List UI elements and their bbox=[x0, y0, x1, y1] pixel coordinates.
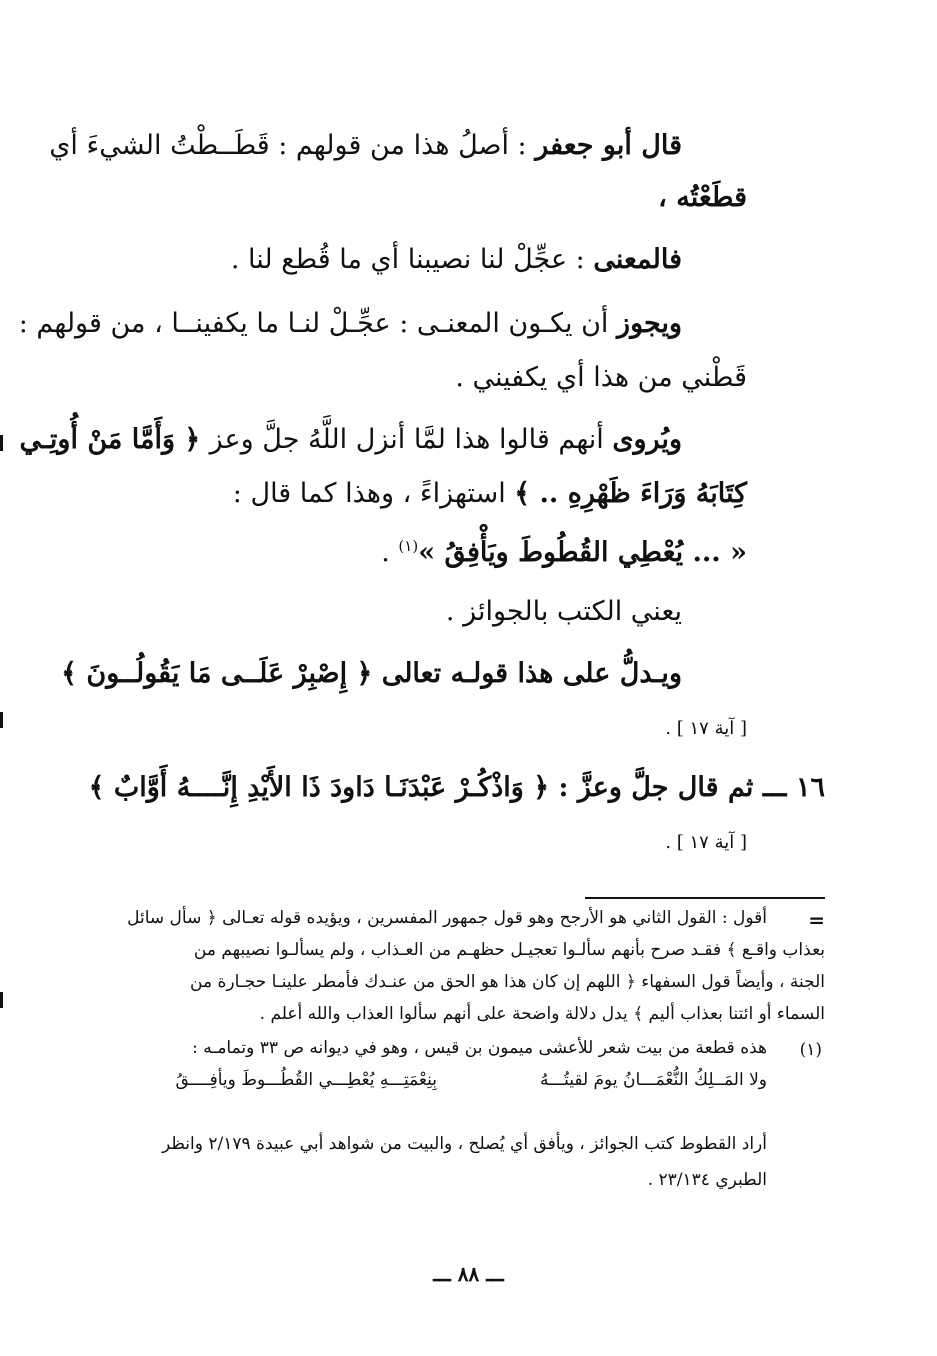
quran-quote: ﴿ وَاذْكُـرْ عَبْدَنَـا دَاودَ ذَا الأَيْدِ إِنَّــــهُ أَوَّابٌ ﴾ bbox=[88, 772, 550, 803]
scan-edge-mark bbox=[0, 992, 3, 1008]
scan-edge-mark bbox=[0, 435, 3, 451]
term-label: فالمعنى bbox=[593, 244, 682, 275]
verse-hemistich-2: بِنِعْمَتِـــهِ يُعْطِـــي القُطُـــوطَ ويأفِــــقُ bbox=[175, 1070, 437, 1090]
footnote-line: أقول : القول الثاني هو الأرجح وهو قول جمهور المفسرين ، ويؤيده قوله تعـالى ﴿ سأل سائل bbox=[127, 908, 767, 928]
body-text: : عجِّلْ لنا نصيبنا أي ما قُطع لنا . bbox=[230, 244, 594, 275]
section-number: ١٦ ـــ bbox=[762, 772, 825, 803]
footnote-ref: (١) bbox=[398, 537, 419, 555]
body-text: ويـدلُّ على هذا قولـه تعالى bbox=[381, 658, 682, 689]
quran-quote: ﴿ إِصْبِرْ عَلَــى مَا يَقُولُــونَ ﴾ bbox=[61, 658, 382, 689]
body-line-3 bbox=[80, 240, 682, 280]
body-line-10 bbox=[61, 654, 682, 694]
footnote-number: (١) bbox=[799, 1040, 822, 1060]
body-line-6 bbox=[19, 420, 682, 460]
body-line-8 bbox=[80, 526, 747, 573]
footnote-divider bbox=[585, 897, 825, 899]
verse-reference: [ آية ١٧ ] . bbox=[665, 832, 747, 853]
body-line-2: قطَعْتُه ، bbox=[658, 182, 747, 213]
body-text: أنهم قالوا هذا لمَّا أنزل اللَّهُ جلَّ وعز bbox=[209, 424, 613, 455]
footnote-line: أراد القطوط كتب الجوائز ، ويأفق أي يُصلح ، والبيت من شواهد أبي عبيدة ٢/١٧٩ وانظر bbox=[161, 1134, 767, 1154]
body-text: استهزاءً ، وهذا كما قال : bbox=[232, 478, 515, 509]
footnote-line: السماء أو ائتنا بعذاب أليم ﴾ يدل دلالة واضحة على أنهم سألوا العذاب والله أعلم . bbox=[259, 1004, 825, 1024]
speaker-name: قال أبو جعفر bbox=[535, 130, 682, 161]
term-label: ويجوز bbox=[617, 308, 682, 339]
continuation-mark: = bbox=[808, 908, 825, 932]
footnote-line: الجنة ، وأيضاً قول السفهاء ﴿ اللهم إن كان هذا هو الحق من عنـدك فأمطر علينـا حجـارة من bbox=[190, 972, 825, 992]
body-line-7 bbox=[80, 474, 747, 514]
quran-quote: ﴿ وَأَمَّا مَنْ أُوتِـي bbox=[19, 424, 210, 455]
footnote-line: بعذاب واقـع ﴾ فقـد صرح بأنهم سألـوا تعجيـل حظهـم من العـذاب ، ولم يسألـوا نصيبهم من bbox=[193, 940, 825, 960]
quran-quote: كِتَابَهُ وَرَاءَ ظَهْرِهِ .. ﴾ bbox=[514, 478, 747, 509]
footnote-line: الطبري ٢٣/١٣٤ . bbox=[647, 1170, 767, 1190]
body-line-5: قَطْني من هذا أي يكفيني . bbox=[455, 362, 747, 393]
body-line-4 bbox=[18, 304, 682, 344]
page-number: ـــ ٨٨ ـــ bbox=[433, 1262, 504, 1286]
body-text: ثم قال جلَّ وعزَّ : bbox=[549, 772, 763, 803]
footnote-line: هذه قطعة من بيت شعر للأعشى ميمون بن قيس ، وهو في ديوانه ص ٣٣ وتمامـه : bbox=[192, 1038, 767, 1058]
term-label: ويُروى bbox=[612, 424, 682, 455]
poem-quote: « ... يُعْطِي القُطُوطَ ويَأْفِقُ » bbox=[418, 537, 747, 568]
body-line-11 bbox=[80, 768, 825, 808]
body-text: أن يكـون المعنـى : عجِّـلْ لنـا ما يكفينــا ، من قولهم : bbox=[18, 308, 618, 339]
body-text: . bbox=[381, 537, 399, 568]
verse-reference: [ آية ١٧ ] . bbox=[665, 718, 747, 739]
verse-hemistich-1: ولا المَــلِكُ النُّعْمَـــانُ يومَ لقيتُـــهُ bbox=[540, 1070, 767, 1090]
body-line-9: يعني الكتب بالجوائز . bbox=[445, 596, 682, 627]
scan-edge-mark bbox=[0, 712, 3, 728]
body-line-1 bbox=[49, 126, 682, 166]
body-text: : أصلُ هذا من قولهم : قَطَــطْتُ الشيءَ أي bbox=[49, 130, 536, 161]
